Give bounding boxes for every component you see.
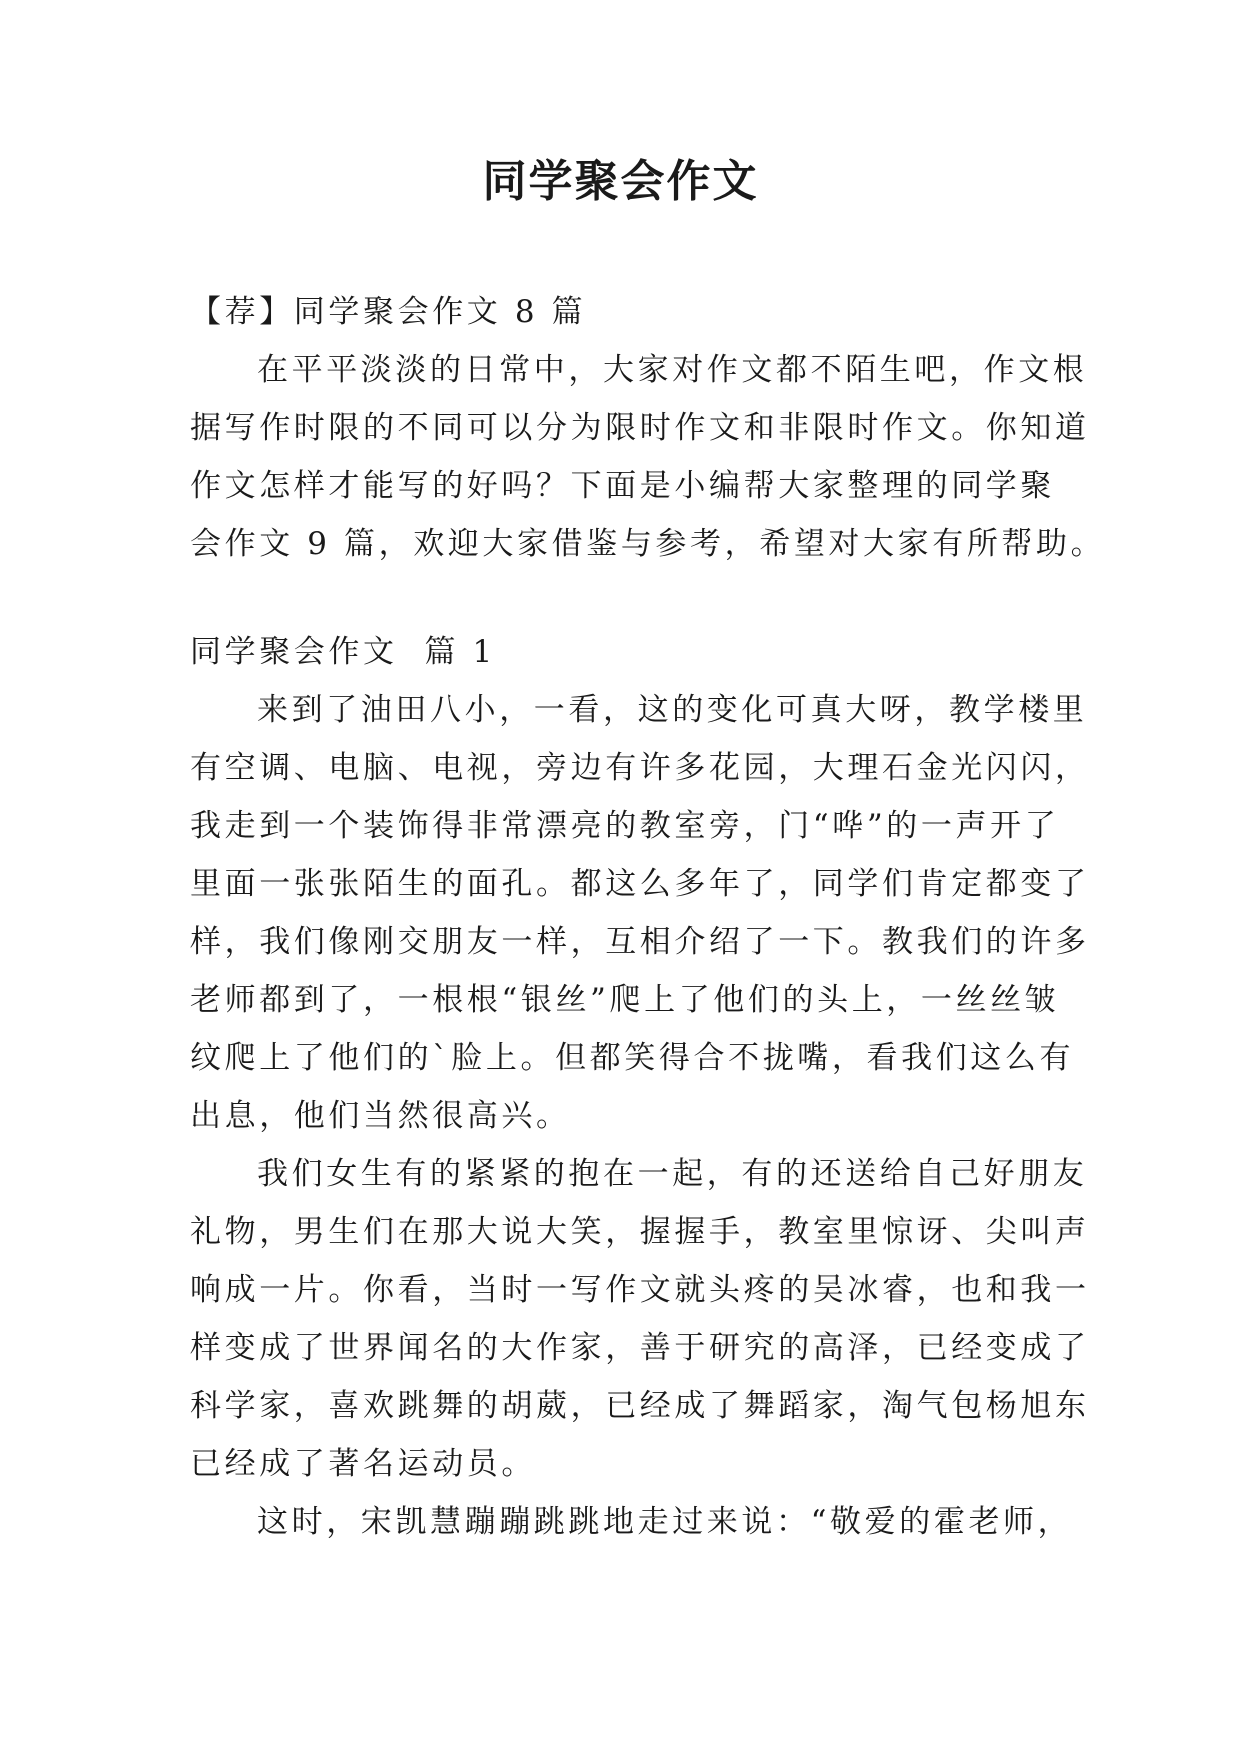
text-line: 礼物，男生们在那大说大笑，握握手，教室里惊讶、尖叫声 xyxy=(190,1214,1090,1250)
text-line: 会作文 9 篇，欢迎大家借鉴与参考，希望对大家有所帮助。 xyxy=(190,526,1106,562)
text-line: 我们女生有的紧紧的抱在一起，有的还送给自己好朋友 xyxy=(257,1156,1088,1192)
paragraph-3 xyxy=(190,1493,1073,1551)
subtitle: 【荐】同学聚会作文 8 篇 xyxy=(190,294,587,330)
text-line: 我走到一个装饰得非常漂亮的教室旁，门“哗”的一声开了 xyxy=(190,808,1060,844)
text-line: 里面一张张陌生的面孔。都这么多年了，同学们肯定都变了 xyxy=(190,866,1090,902)
text-line: 在平平淡淡的日常中，大家对作文都不陌生吧，作文根 xyxy=(257,352,1088,388)
text-line: 已经成了著名运动员。 xyxy=(190,1446,536,1482)
text-line: 出息，他们当然很高兴。 xyxy=(190,1098,571,1134)
text-line: 响成一片。你看，当时一写作文就头疼的吴冰睿，也和我一 xyxy=(190,1272,1090,1308)
text-line: 据写作时限的不同可以分为限时作文和非限时作文。你知道 xyxy=(190,410,1090,446)
section-heading: 同学聚会作文 篇 1 xyxy=(190,634,496,670)
paragraph-1 xyxy=(190,681,1090,1145)
text-line: 有空调、电脑、电视，旁边有许多花园，大理石金光闪闪， xyxy=(190,750,1090,786)
text-line: 科学家，喜欢跳舞的胡葳，已经成了舞蹈家，淘气包杨旭东 xyxy=(190,1388,1090,1424)
spacer xyxy=(190,573,1050,623)
paragraph-2 xyxy=(190,1145,1090,1493)
text-line: 老师都到了，一根根“银丝”爬上了他们的头上，一丝丝皱 xyxy=(190,982,1060,1018)
document-title: 同学聚会作文 xyxy=(482,156,759,207)
text-line: 纹爬上了他们的`脸上。但都笑得合不拢嘴，看我们这么有 xyxy=(190,1040,1075,1076)
text-line: 作文怎样才能写的好吗？下面是小编帮大家整理的同学聚 xyxy=(190,468,1055,504)
text-line: 样，我们像刚交朋友一样，互相介绍了一下。教我们的许多 xyxy=(190,924,1090,960)
text-line: 这时，宋凯慧蹦蹦跳跳地走过来说：“敬爱的霍老师， xyxy=(257,1504,1073,1540)
document-body xyxy=(190,283,1106,1551)
text-line: 来到了油田八小，一看，这的变化可真大呀，教学楼里 xyxy=(257,692,1088,728)
text-line: 样变成了世界闻名的大作家，善于研究的高泽，已经变成了 xyxy=(190,1330,1090,1366)
intro-paragraph xyxy=(190,341,1106,573)
